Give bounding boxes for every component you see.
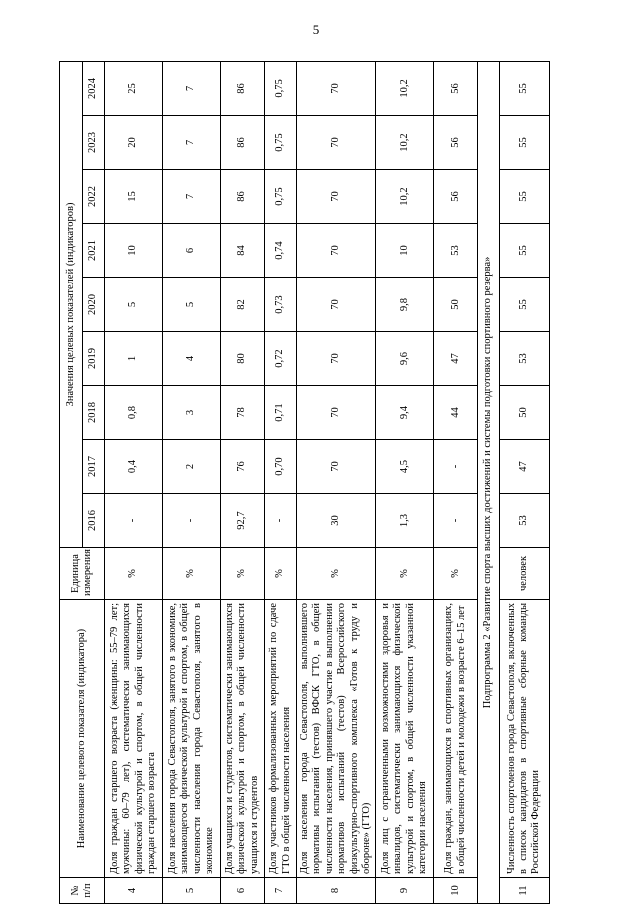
value-cell: 70 [297,170,376,224]
value-cell: - [163,494,221,548]
header-unit: Единица измерения [60,548,105,600]
value-cell: 86 [221,116,265,170]
value-cell: 82 [221,278,265,332]
table-row [105,61,163,903]
value-cell: 80 [221,332,265,386]
header-year: 2021 [82,224,105,278]
row-number: 6 [221,878,265,904]
value-cell: 25 [105,61,163,115]
value-cell: 9,4 [376,386,434,440]
unit-cell: % [265,548,297,600]
header-values-group: Значения целевых показателей (индикаторов) [60,61,83,547]
indicator-name: Доля учащихся и студентов, систематически занимающихся физической культурой и спортом, в общей численности учащихся и студентов [221,600,265,878]
value-cell: 76 [221,440,265,494]
indicator-name: Доля лиц с ограниченными возможностями здоровья и инвалидов, систематически занимающихся физической культурой и спортом, в общей численности указанной категории населения [376,600,434,878]
rotated-table-container [59,62,574,904]
value-cell: 0,73 [265,278,297,332]
value-cell: 55 [499,170,549,224]
value-cell: 84 [221,224,265,278]
indicator-name: Численность спортсменов города Севастополя, включенных в список кандидатов в спортивные сборные команды Российской Федерации [499,600,549,878]
value-cell: 70 [297,332,376,386]
value-cell: 50 [434,278,478,332]
value-cell: - [434,440,478,494]
header-year: 2024 [82,61,105,115]
value-cell: 0,70 [265,440,297,494]
header-year: 2023 [82,116,105,170]
value-cell: 70 [297,278,376,332]
unit-cell: % [163,548,221,600]
indicators-table [59,61,550,904]
indicator-name: Доля граждан, занимающихся в спортивных организациях, в общей численности детей и молодежи в возрасте 6–15 лет [434,600,478,878]
header-year: 2016 [82,494,105,548]
value-cell: - [434,494,478,548]
indicator-name: Доля населения города Севастополя, выполнившего нормативы испытаний (тестов) ВФСК ГТО, в общей численности населения, принявшего участие в выполнении нормативов испытаний (тестов) Всероссийского физкультурно-спортивного комплекса «Готов к труду и обороне» (ГТО) [297,600,376,878]
value-cell: 86 [221,170,265,224]
value-cell: 0,75 [265,170,297,224]
value-cell: 47 [434,332,478,386]
table-body [105,61,478,903]
value-cell: 1 [105,332,163,386]
table-row [221,61,265,903]
value-cell: 3 [163,386,221,440]
value-cell: 0,72 [265,332,297,386]
table-row [376,61,434,903]
table-row [265,61,297,903]
value-cell: 55 [499,61,549,115]
value-cell: 53 [499,332,549,386]
value-cell: 53 [434,224,478,278]
value-cell: 7 [163,116,221,170]
value-cell: - [105,494,163,548]
table-row [163,61,221,903]
header-name: Наименование целевого показателя (индикатора) [60,600,105,878]
value-cell: 10,2 [376,61,434,115]
value-cell: 53 [499,494,549,548]
value-cell: 9,6 [376,332,434,386]
table-row [297,61,376,903]
value-cell: 56 [434,61,478,115]
value-cell: 70 [297,386,376,440]
value-cell: 78 [221,386,265,440]
value-cell: 5 [105,278,163,332]
header-year: 2022 [82,170,105,224]
value-cell: 4 [163,332,221,386]
header-year: 2018 [82,386,105,440]
header-year: 2019 [82,332,105,386]
value-cell: 10,2 [376,116,434,170]
value-cell: 55 [499,224,549,278]
header-year: 2020 [82,278,105,332]
value-cell: - [265,494,297,548]
value-cell: 10,2 [376,170,434,224]
unit-cell: % [376,548,434,600]
value-cell: 55 [499,116,549,170]
value-cell: 0,71 [265,386,297,440]
row-number: 8 [297,878,376,904]
value-cell: 70 [297,116,376,170]
value-cell: 2 [163,440,221,494]
table-body-2 [499,61,549,903]
table-row [499,61,549,903]
value-cell: 7 [163,61,221,115]
subprogram-row [478,61,499,903]
row-number: 11 [499,878,549,904]
value-cell: 50 [499,386,549,440]
unit-cell: % [105,548,163,600]
header-num: № п/п [60,878,105,904]
indicator-name: Доля населения города Севастополя, занятого в экономике, занимающегося физической культурой и спортом, в общей численности населения города Севастополя, занятого в экономике [163,600,221,878]
header-year: 2017 [82,440,105,494]
value-cell: 9,8 [376,278,434,332]
value-cell: 70 [297,61,376,115]
value-cell: 0,75 [265,61,297,115]
row-number: 10 [434,878,478,904]
page-number: 5 [312,22,320,37]
row-number: 7 [265,878,297,904]
table-row [434,61,478,903]
value-cell: 6 [163,224,221,278]
unit-cell: человек [499,548,549,600]
value-cell: 7 [163,170,221,224]
value-cell: 70 [297,224,376,278]
value-cell: 0,75 [265,116,297,170]
value-cell: 20 [105,116,163,170]
indicator-name: Доля участников формализованных мероприятий по сдаче ГТО в общей численности населения [265,600,297,878]
value-cell: 0,8 [105,386,163,440]
unit-cell: % [434,548,478,600]
value-cell: 92,7 [221,494,265,548]
unit-cell: % [297,548,376,600]
value-cell: 5 [163,278,221,332]
value-cell: 1,3 [376,494,434,548]
row-number: 5 [163,878,221,904]
value-cell: 10 [105,224,163,278]
value-cell: 0,4 [105,440,163,494]
row-number: 9 [376,878,434,904]
value-cell: 4,5 [376,440,434,494]
value-cell: 55 [499,278,549,332]
value-cell: 86 [221,61,265,115]
indicator-name: Доля граждан старшего возраста (женщины: 55–79 лет; мужчины: 60–79 лет), систематически занимающихся физической культурой и спортом, в общей численности граждан старшего возраста [105,600,163,878]
row-number: 4 [105,878,163,904]
subprogram-title: Подпрограмма 2 «Развитие спорта высших достижений и системы подготовки спортивного резерва» [478,61,499,903]
value-cell: 47 [499,440,549,494]
value-cell: 15 [105,170,163,224]
value-cell: 10 [376,224,434,278]
value-cell: 70 [297,440,376,494]
value-cell: 56 [434,170,478,224]
unit-cell: % [221,548,265,600]
value-cell: 44 [434,386,478,440]
value-cell: 30 [297,494,376,548]
value-cell: 56 [434,116,478,170]
value-cell: 0,74 [265,224,297,278]
